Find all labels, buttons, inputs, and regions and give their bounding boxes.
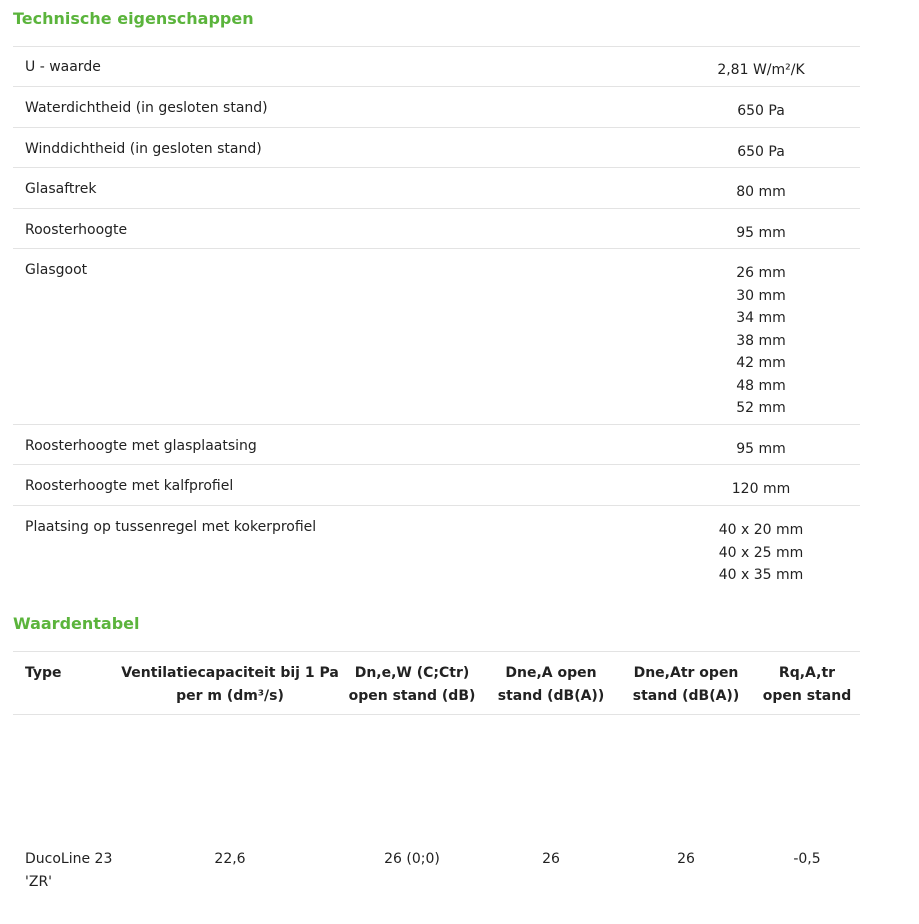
spec-label: Roosterhoogte met glasplaatsing bbox=[25, 438, 257, 454]
column-header bbox=[621, 662, 751, 708]
spec-value: 95 mm bbox=[736, 225, 786, 241]
column-header bbox=[25, 662, 62, 685]
spec-row bbox=[13, 86, 860, 127]
spec-label: Winddichtheid (in gesloten stand) bbox=[25, 141, 262, 157]
spec-row bbox=[13, 424, 860, 464]
column-header-line: Dn,e,W (C;Ctr) bbox=[354, 665, 470, 681]
spec-values bbox=[661, 141, 861, 164]
spec-label: Waterdichtheid (in gesloten stand) bbox=[25, 100, 268, 116]
table-cell-line: 26 bbox=[677, 851, 695, 867]
column-header-line: Rq,A,tr bbox=[778, 665, 836, 681]
table-cell bbox=[621, 848, 751, 871]
table-cell bbox=[342, 848, 482, 871]
column-header-line: Ventilatiecapaciteit bij 1 Pa bbox=[121, 665, 339, 681]
spec-value: 38 mm bbox=[736, 332, 786, 349]
spec-row bbox=[13, 248, 860, 424]
spec-label: Roosterhoogte bbox=[25, 222, 128, 238]
table-cell-line: 26 bbox=[542, 851, 560, 867]
column-header bbox=[120, 662, 340, 708]
spec-value: 650 Pa bbox=[737, 144, 785, 160]
table-row bbox=[13, 715, 860, 895]
spec-values bbox=[661, 181, 861, 204]
values-table bbox=[13, 651, 860, 895]
spec-value: 34 mm bbox=[736, 310, 786, 326]
spec-label: Glasaftrek bbox=[25, 181, 97, 197]
spec-row bbox=[13, 208, 860, 248]
spec-value: 40 x 25 mm bbox=[718, 544, 804, 561]
column-header-line: open stand (dB) bbox=[348, 688, 476, 704]
column-header-line: Type bbox=[25, 665, 62, 681]
column-header-line: stand (dB(A)) bbox=[632, 688, 740, 704]
spec-value: 95 mm bbox=[736, 441, 786, 457]
spec-values bbox=[661, 478, 861, 501]
spec-value: 2,81 W/m²/K bbox=[717, 62, 805, 78]
spec-row bbox=[13, 167, 860, 208]
column-header-line: stand (dB(A)) bbox=[497, 688, 605, 704]
spec-values bbox=[661, 59, 861, 82]
spec-value: 30 mm bbox=[736, 287, 786, 304]
specs-table bbox=[13, 46, 860, 586]
table-cell-line: DucoLine 23 bbox=[25, 851, 113, 867]
spec-row bbox=[13, 464, 860, 505]
column-header-line: per m (dm³/s) bbox=[176, 688, 284, 704]
values-table-header bbox=[13, 651, 860, 715]
column-header-line: Dne,Atr open bbox=[633, 665, 739, 681]
table-cell bbox=[747, 848, 867, 871]
spec-row bbox=[13, 505, 860, 586]
table-cell-line: 22,6 bbox=[214, 851, 246, 867]
spec-value: 80 mm bbox=[736, 184, 786, 200]
spec-values bbox=[661, 100, 861, 123]
spec-label: U - waarde bbox=[25, 59, 101, 75]
spec-values bbox=[661, 519, 861, 587]
spec-label: Roosterhoogte met kalfprofiel bbox=[25, 478, 234, 494]
spec-value: 52 mm bbox=[736, 400, 786, 416]
column-header bbox=[486, 662, 616, 708]
values-table-heading: Waardentabel bbox=[13, 614, 140, 633]
spec-values bbox=[661, 222, 861, 245]
spec-value: 48 mm bbox=[736, 377, 786, 394]
spec-value: 120 mm bbox=[731, 481, 791, 497]
spec-row bbox=[13, 46, 860, 86]
table-cell-line: 'ZR' bbox=[25, 874, 53, 890]
specs-heading: Technische eigenschappen bbox=[13, 9, 254, 28]
table-cell-line: 26 (0;0) bbox=[384, 851, 440, 867]
spec-value: 26 mm bbox=[736, 265, 786, 281]
spec-label: Glasgoot bbox=[25, 262, 88, 278]
table-cell bbox=[25, 848, 112, 894]
spec-values bbox=[661, 438, 861, 461]
table-cell bbox=[120, 848, 340, 871]
column-header-line: Dne,A open bbox=[505, 665, 597, 681]
table-cell-line: -0,5 bbox=[793, 851, 821, 867]
column-header bbox=[342, 662, 482, 708]
column-header bbox=[747, 662, 867, 708]
spec-value: 650 Pa bbox=[737, 103, 785, 119]
spec-value: 42 mm bbox=[736, 355, 786, 371]
spec-values bbox=[661, 262, 861, 420]
column-header-line: open stand bbox=[762, 688, 852, 704]
spec-row bbox=[13, 127, 860, 167]
spec-value: 40 x 35 mm bbox=[718, 567, 804, 583]
values-table-body bbox=[13, 715, 860, 895]
spec-value: 40 x 20 mm bbox=[718, 522, 804, 538]
table-cell bbox=[486, 848, 616, 871]
spec-label: Plaatsing op tussenregel met kokerprofiel bbox=[25, 519, 317, 535]
